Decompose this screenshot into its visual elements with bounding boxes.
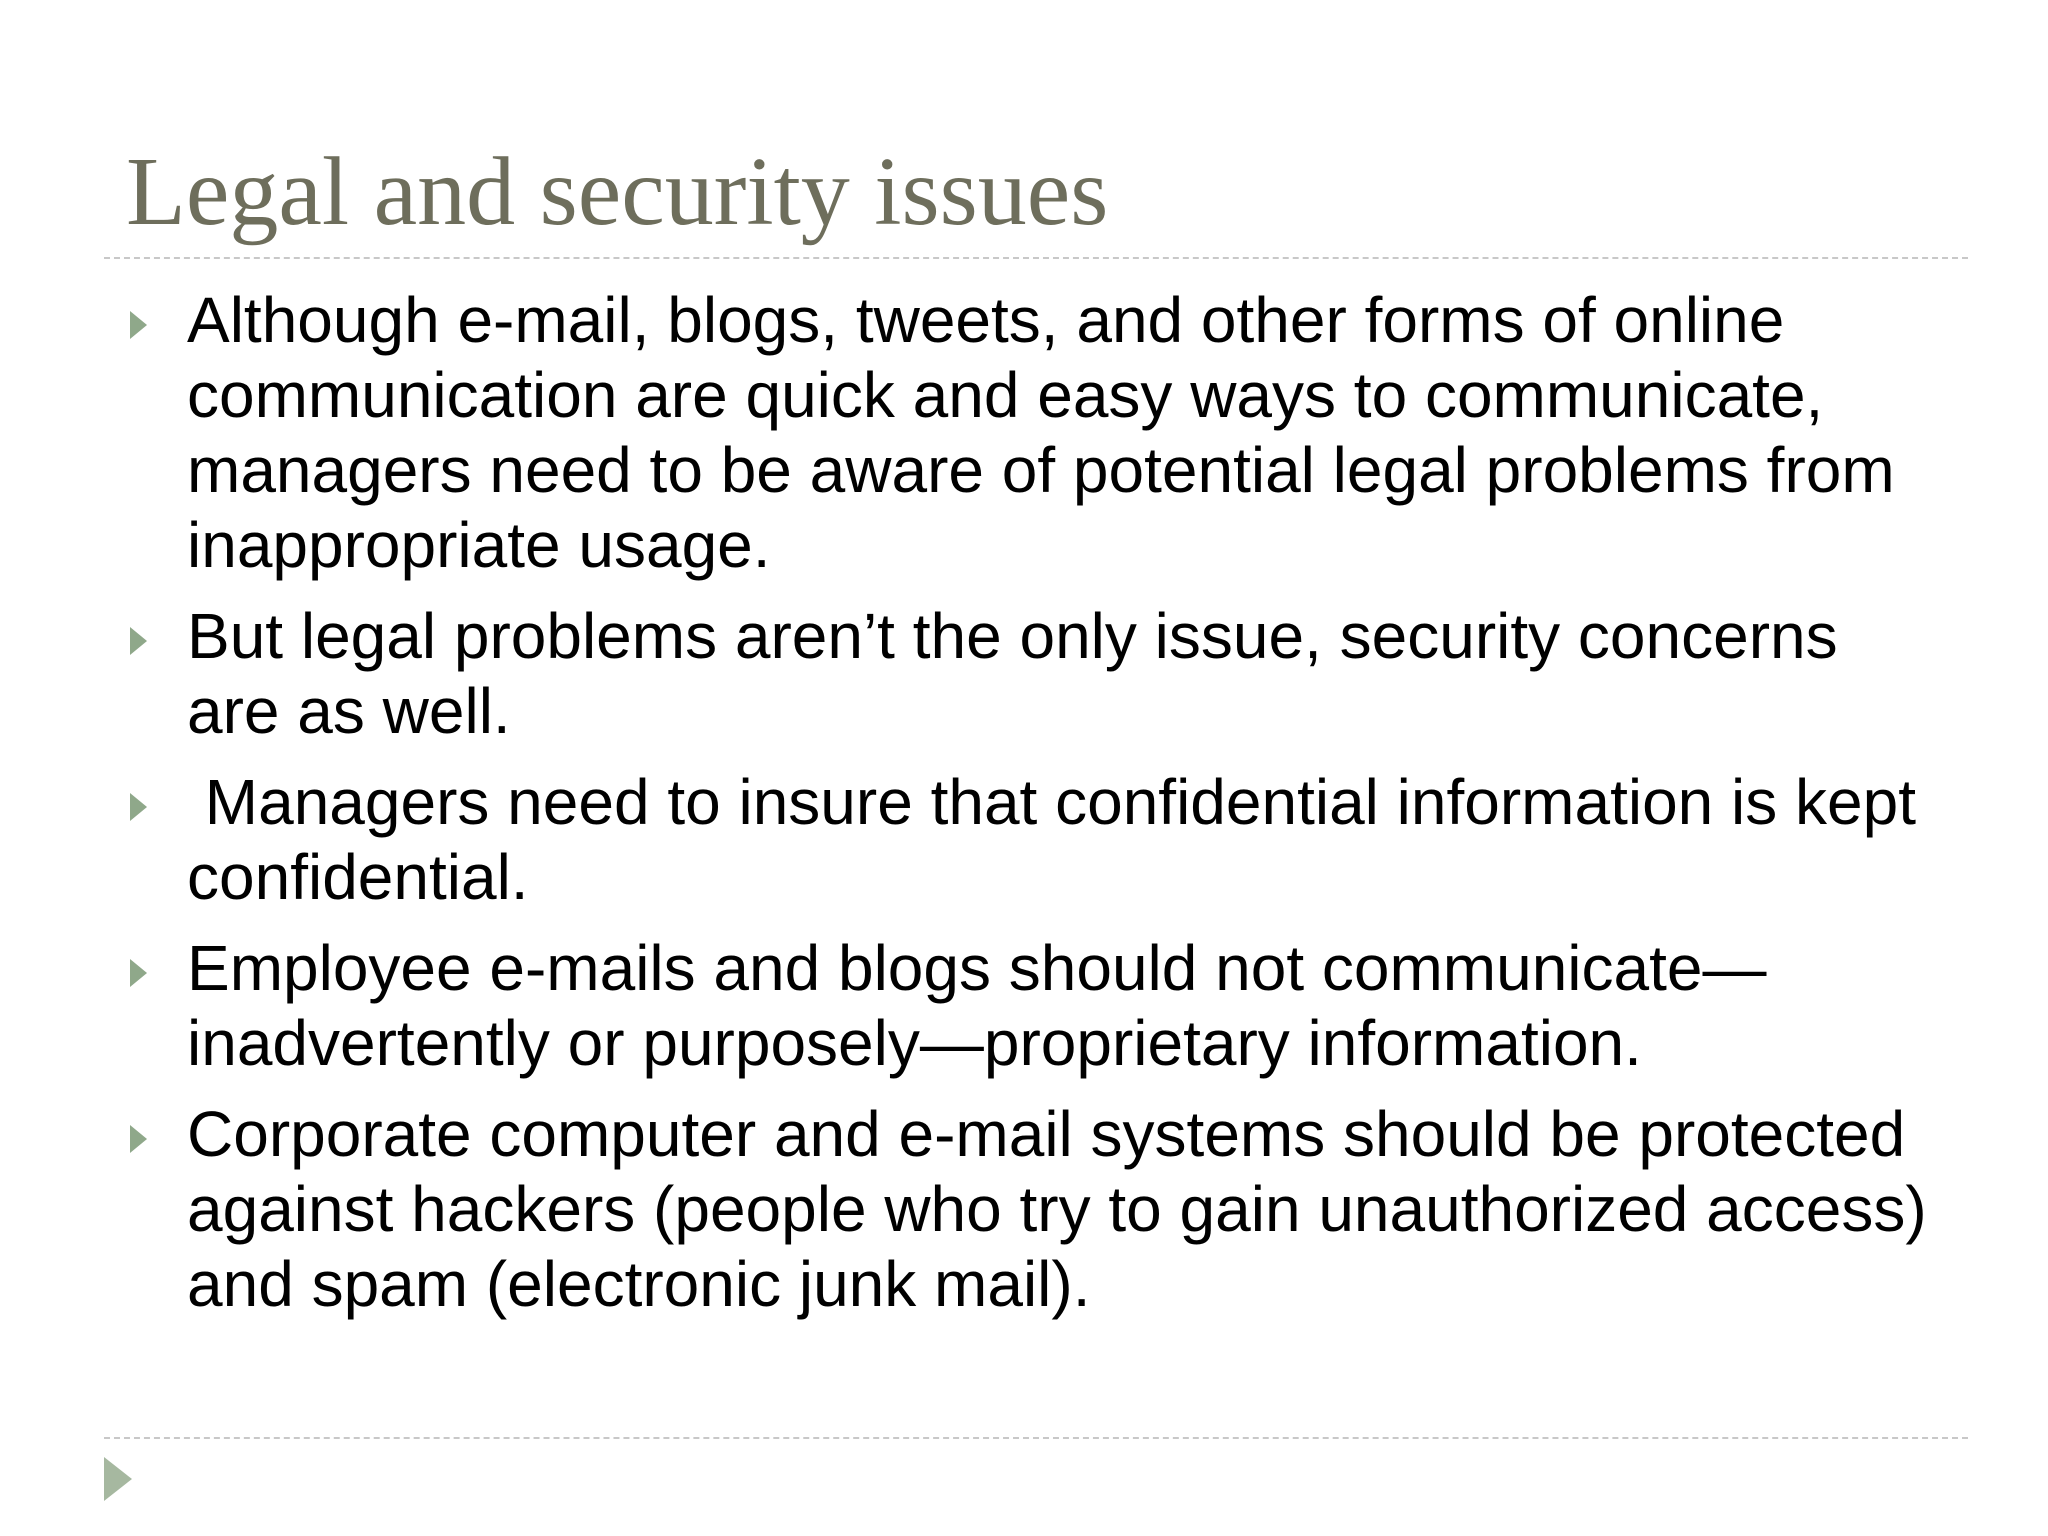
bullet-item bbox=[126, 599, 1936, 749]
footer-divider bbox=[104, 1437, 1968, 1439]
bullet-triangle-icon bbox=[130, 793, 147, 821]
bullet-list bbox=[126, 283, 1936, 1338]
title-divider bbox=[104, 257, 1968, 259]
bullet-item bbox=[126, 283, 1936, 583]
bullet-text: Managers need to insure that confidential information is kept confidential. bbox=[187, 766, 1934, 913]
bullet-triangle-icon bbox=[130, 959, 147, 987]
next-slide-triangle-icon[interactable] bbox=[104, 1457, 132, 1501]
bullet-text: Corporate computer and e-mail systems should be protected against hackers (people who try to gain unauthorized access) and spam (electronic junk mail). bbox=[187, 1098, 1927, 1320]
bullet-text: Employee e-mails and blogs should not communicate—inadvertently or purposely—proprietary information. bbox=[187, 932, 1767, 1079]
bullet-item bbox=[126, 765, 1936, 915]
bullet-text: But legal problems aren’t the only issue, security concerns are as well. bbox=[187, 600, 1838, 747]
bullet-item bbox=[126, 931, 1936, 1081]
bullet-triangle-icon bbox=[130, 627, 147, 655]
bullet-triangle-icon bbox=[130, 1125, 147, 1153]
bullet-triangle-icon bbox=[130, 311, 147, 339]
bullet-text: Although e-mail, blogs, tweets, and other forms of online communication are quick and easy ways to communicate, managers need to be aware of potential legal problems from inappropriate usage. bbox=[187, 284, 1895, 581]
slide-title: Legal and security issues bbox=[126, 138, 1109, 246]
bullet-item bbox=[126, 1097, 1936, 1322]
